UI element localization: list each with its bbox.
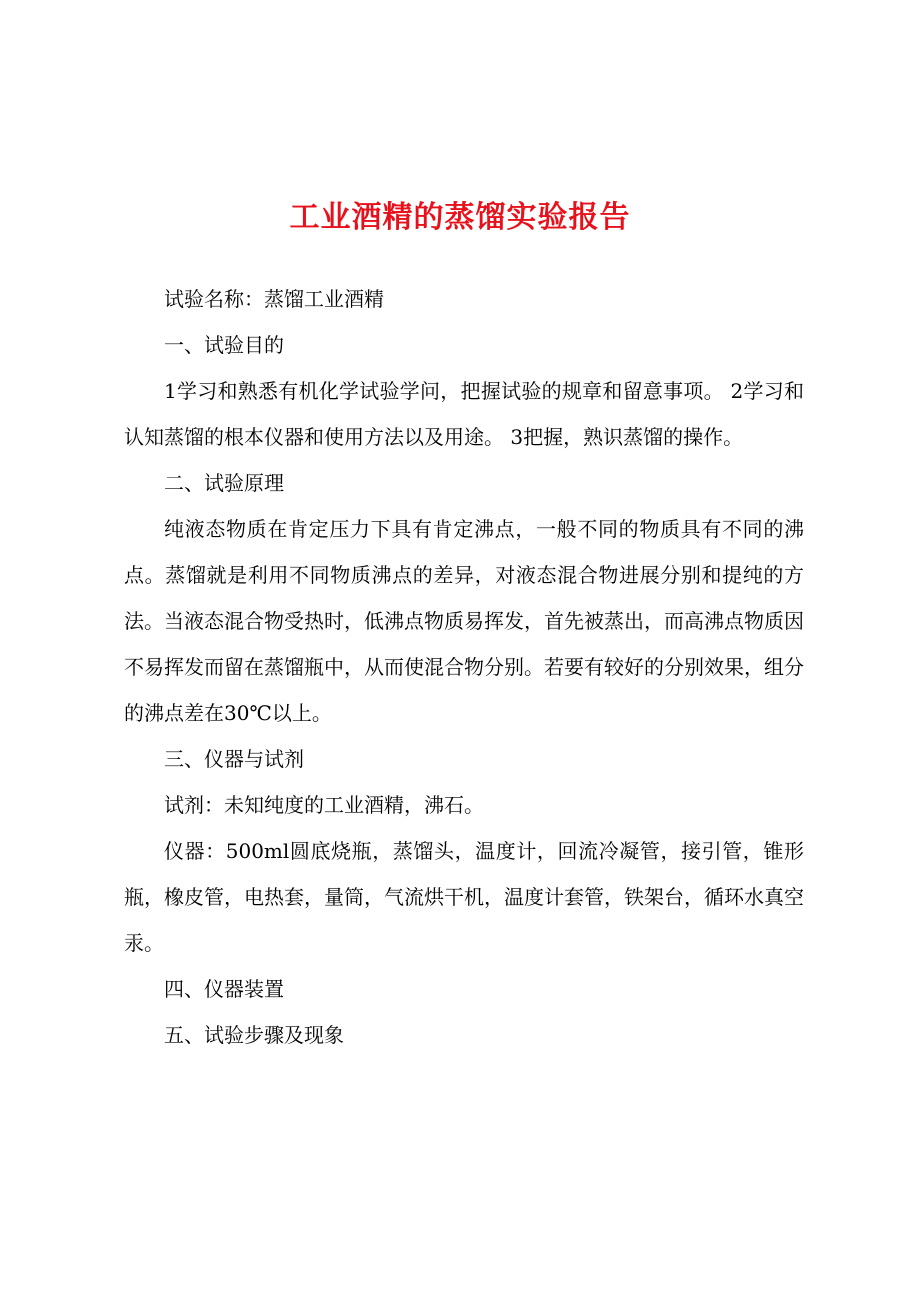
- document-body: [124, 276, 804, 1058]
- paragraph-principle: 纯液态物质在肯定压力下具有肯定沸点，一般不同的物质具有不同的沸点。蒸馏就是利用不同物质沸点的差异，对液态混合物进展分别和提纯的方法。当液态混合物受热时，低沸点物质易挥发，首先被蒸出，而高沸点物质因不易挥发而留在蒸馏瓶中，从而使混合物分别。若要有较好的分别效果，组分的沸点差在30℃以上。: [124, 517, 804, 725]
- section-heading-instruments: 三、仪器与试剂: [164, 747, 304, 771]
- section-heading-steps: 五、试验步骤及现象: [164, 1023, 344, 1047]
- section-heading-purpose: 一、试验目的: [164, 333, 284, 357]
- experiment-name-line: 试验名称：蒸馏工业酒精: [164, 287, 384, 311]
- paragraph-purpose: 1学习和熟悉有机化学试验学问，把握试验的规章和留意事项。 2学习和认知蒸馏的根本仪器和使用方法以及用途。 3把握，熟识蒸馏的操作。: [124, 379, 804, 449]
- paragraph-instruments: 仪器：500ml圆底烧瓶，蒸馏头，温度计，回流冷凝管，接引管，锥形瓶，橡皮管，电热套，量筒，气流烘干机，温度计套管，铁架台，循环水真空汞。: [124, 839, 804, 955]
- section-heading-principle: 二、试验原理: [164, 471, 284, 495]
- section-heading-apparatus: 四、仪器装置: [164, 977, 284, 1001]
- paragraph-reagents: 试剂：未知纯度的工业酒精，沸石。: [164, 793, 484, 817]
- document-title: 工业酒精的蒸馏实验报告: [289, 200, 631, 235]
